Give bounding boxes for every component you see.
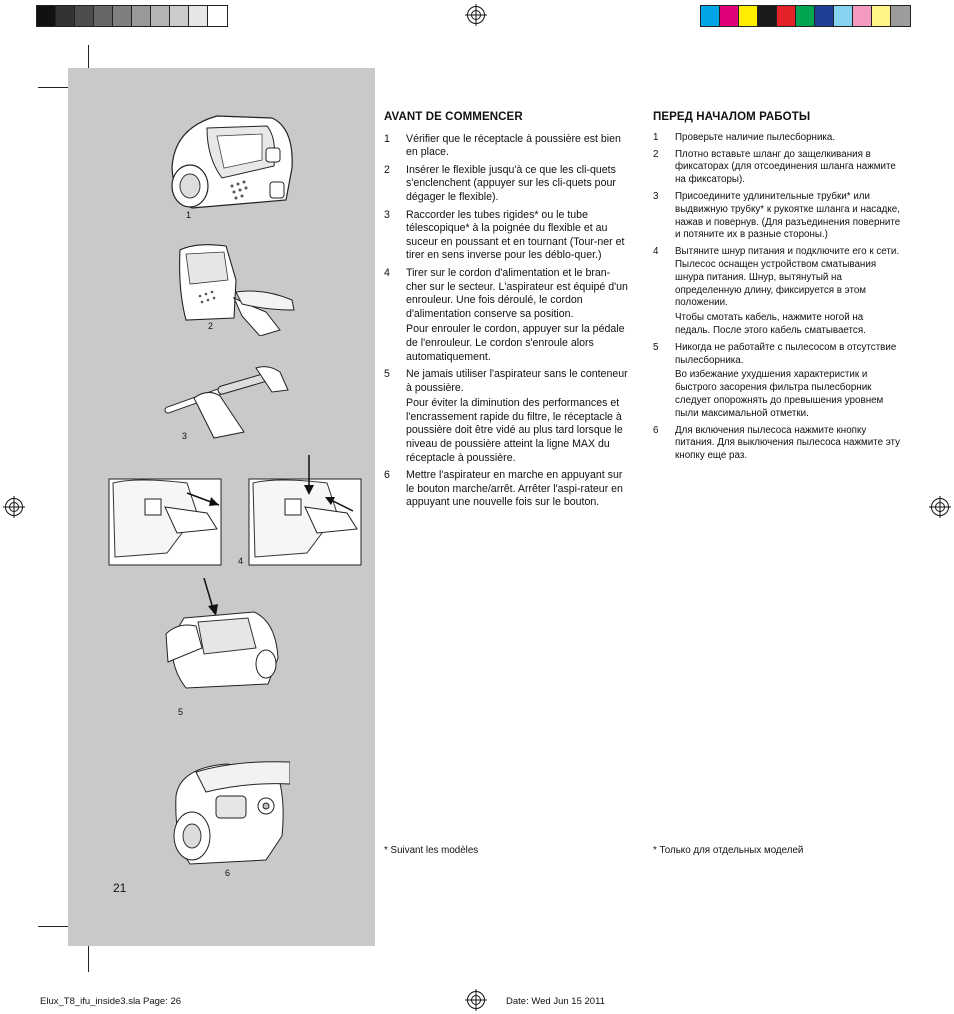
dust-container-illustration bbox=[164, 578, 282, 690]
figure-label: 6 bbox=[225, 868, 231, 878]
list-item bbox=[653, 132, 901, 147]
russian-instructions-list bbox=[653, 132, 901, 465]
color-swatch bbox=[720, 6, 739, 26]
item-text: Вытяните шнур питания и подключите его к сети. Пылесос оснащен устройством сматывания шнура питания. Шнур, вытянутый на определенную длину, фиксируется в этом положении. bbox=[675, 246, 900, 309]
list-item bbox=[384, 469, 630, 512]
list-item bbox=[653, 191, 901, 244]
item-text: Pour enrouler le cordon, appuyer sur la pédale de l'enrouleur. Le cordon s'enroule alors automatiquement. bbox=[406, 323, 625, 363]
color-swatch bbox=[132, 6, 151, 26]
color-swatch bbox=[758, 6, 777, 26]
item-text: Присоедините удлинительные трубки* или выдвижную трубку* к рукоятке шланга и насадке, нажав и повернув. (Для разъединения поверните и потяните их в разные стороны.) bbox=[675, 190, 901, 241]
color-swatch bbox=[701, 6, 720, 26]
item-text: Плотно вставьте шланг до защелкивания в фиксаторах (для отсоединения шланга нажмите на фиксаторы). bbox=[675, 148, 896, 186]
item-number: 4 bbox=[384, 266, 390, 279]
item-text: Никогда не работайте с пылесосом в отсутствие пылесборника. bbox=[675, 341, 897, 366]
hose-insert-illustration bbox=[176, 240, 296, 336]
color-swatch bbox=[208, 6, 227, 26]
color-swatch bbox=[796, 6, 815, 26]
power-button-illustration bbox=[166, 756, 290, 868]
color-swatch bbox=[75, 6, 94, 26]
color-swatch bbox=[94, 6, 113, 26]
color-swatch bbox=[891, 6, 910, 26]
registration-mark-icon bbox=[3, 496, 25, 518]
color-swatch bbox=[872, 6, 891, 26]
item-text: Tirer sur le cordon d'alimentation et le bran-cher sur le secteur. L'aspirateur est équipé d'un enrouleur. Une fois déroulé, le cordon d'alimentation conserve sa position. bbox=[406, 266, 628, 320]
french-footnote: * Suivant les modèles bbox=[384, 845, 479, 856]
item-text: Insérer le flexible jusqu'à ce que les cli-quets s'enclenchent (appuyer sur les cli-quets pour dégager le flexible). bbox=[406, 163, 616, 203]
figure-label: 5 bbox=[178, 707, 184, 717]
list-item bbox=[653, 342, 901, 423]
figure-label: 3 bbox=[182, 431, 188, 441]
item-number: 3 bbox=[653, 190, 659, 202]
item-text: Mettre l'aspirateur en marche en appuyant sur le bouton marche/arrêt. Arrêter l'aspi-rateur en appuyant une nouvelle fois sur le bouton. bbox=[406, 469, 623, 509]
item-number: 3 bbox=[384, 208, 390, 221]
item-text: Для включения пылесоса нажмите кнопку питания. Для выключения пылесоса нажмите эту кнопку еще раз. bbox=[675, 424, 901, 462]
process-color-bar bbox=[700, 5, 911, 27]
item-text: Проверьте наличие пылесборника. bbox=[675, 131, 836, 143]
french-column bbox=[384, 111, 630, 514]
registration-mark-icon bbox=[465, 4, 487, 26]
item-number: 1 bbox=[653, 131, 659, 143]
item-text: Raccorder les tubes rigides* ou le tube télescopique* à la poignée du flexible et au suceur en poussant et en tournant (Tour-ner et tirer en sens inverse pour les déblo-quer.) bbox=[406, 208, 625, 262]
french-heading: AVANT DE COMMENCER bbox=[384, 111, 523, 123]
item-text: Во избежание ухудшения характеристик и быстрого засорения фильтра пылесборник следует опорожнять до превышения уровнем пыли максимальной отметки. bbox=[675, 369, 884, 419]
french-instructions-list bbox=[384, 133, 630, 512]
list-item bbox=[384, 209, 630, 265]
russian-column bbox=[653, 111, 901, 467]
color-swatch bbox=[113, 6, 132, 26]
registration-mark-icon bbox=[929, 496, 951, 518]
vacuum-cleaner-illustration bbox=[162, 108, 302, 213]
russian-footnote: * Только для отдельных моделей bbox=[653, 845, 804, 856]
list-item bbox=[653, 246, 901, 340]
color-swatch bbox=[151, 6, 170, 26]
russian-heading: ПЕРЕД НАЧАЛОМ РАБОТЫ bbox=[653, 111, 811, 123]
figure-label: 2 bbox=[208, 321, 214, 331]
item-number: 4 bbox=[653, 246, 659, 258]
item-number: 2 bbox=[653, 148, 659, 160]
item-text: Vérifier que le réceptacle à poussière est bien en place. bbox=[406, 132, 621, 159]
color-swatch bbox=[189, 6, 208, 26]
color-swatch bbox=[815, 6, 834, 26]
list-item bbox=[384, 267, 630, 366]
list-item bbox=[653, 149, 901, 189]
color-swatch bbox=[170, 6, 189, 26]
cord-rewind-illustration bbox=[107, 453, 369, 566]
greyscale-bar bbox=[36, 5, 228, 27]
page-number: 21 bbox=[113, 881, 127, 895]
item-number: 1 bbox=[384, 132, 390, 145]
color-swatch bbox=[853, 6, 872, 26]
slug-date: Date: Wed Jun 15 2011 bbox=[506, 996, 605, 1007]
color-swatch bbox=[37, 6, 56, 26]
figure-label: 4 bbox=[238, 556, 244, 566]
telescopic-tube-illustration bbox=[164, 362, 294, 440]
color-swatch bbox=[834, 6, 853, 26]
item-number: 2 bbox=[384, 163, 390, 176]
item-text: Pour éviter la diminution des performances et l'encrassement rapide du filtre, le réceptacle à poussière doit être vidé au plus tard lorsque le niveau de poussière atteint la ligne MAX du réceptacle à poussière. bbox=[406, 397, 623, 464]
color-swatch bbox=[56, 6, 75, 26]
figure-label: 1 bbox=[186, 210, 192, 220]
item-number: 6 bbox=[384, 469, 390, 482]
item-number: 5 bbox=[384, 368, 390, 381]
item-text: Ne jamais utiliser l'aspirateur sans le conteneur à poussière. bbox=[406, 368, 628, 394]
list-item bbox=[384, 368, 630, 467]
registration-mark-icon bbox=[465, 989, 487, 1011]
color-swatch bbox=[777, 6, 796, 26]
item-number: 6 bbox=[653, 424, 659, 436]
list-item bbox=[384, 133, 630, 162]
item-number: 5 bbox=[653, 341, 659, 353]
item-text: Чтобы смотать кабель, нажмите ногой на педаль. После этого кабель сматывается. bbox=[675, 312, 866, 336]
slug-file-info: Elux_T8_ifu_inside3.sla Page: 26 bbox=[40, 996, 182, 1007]
list-item bbox=[384, 164, 630, 207]
color-swatch bbox=[739, 6, 758, 26]
list-item bbox=[653, 425, 901, 465]
